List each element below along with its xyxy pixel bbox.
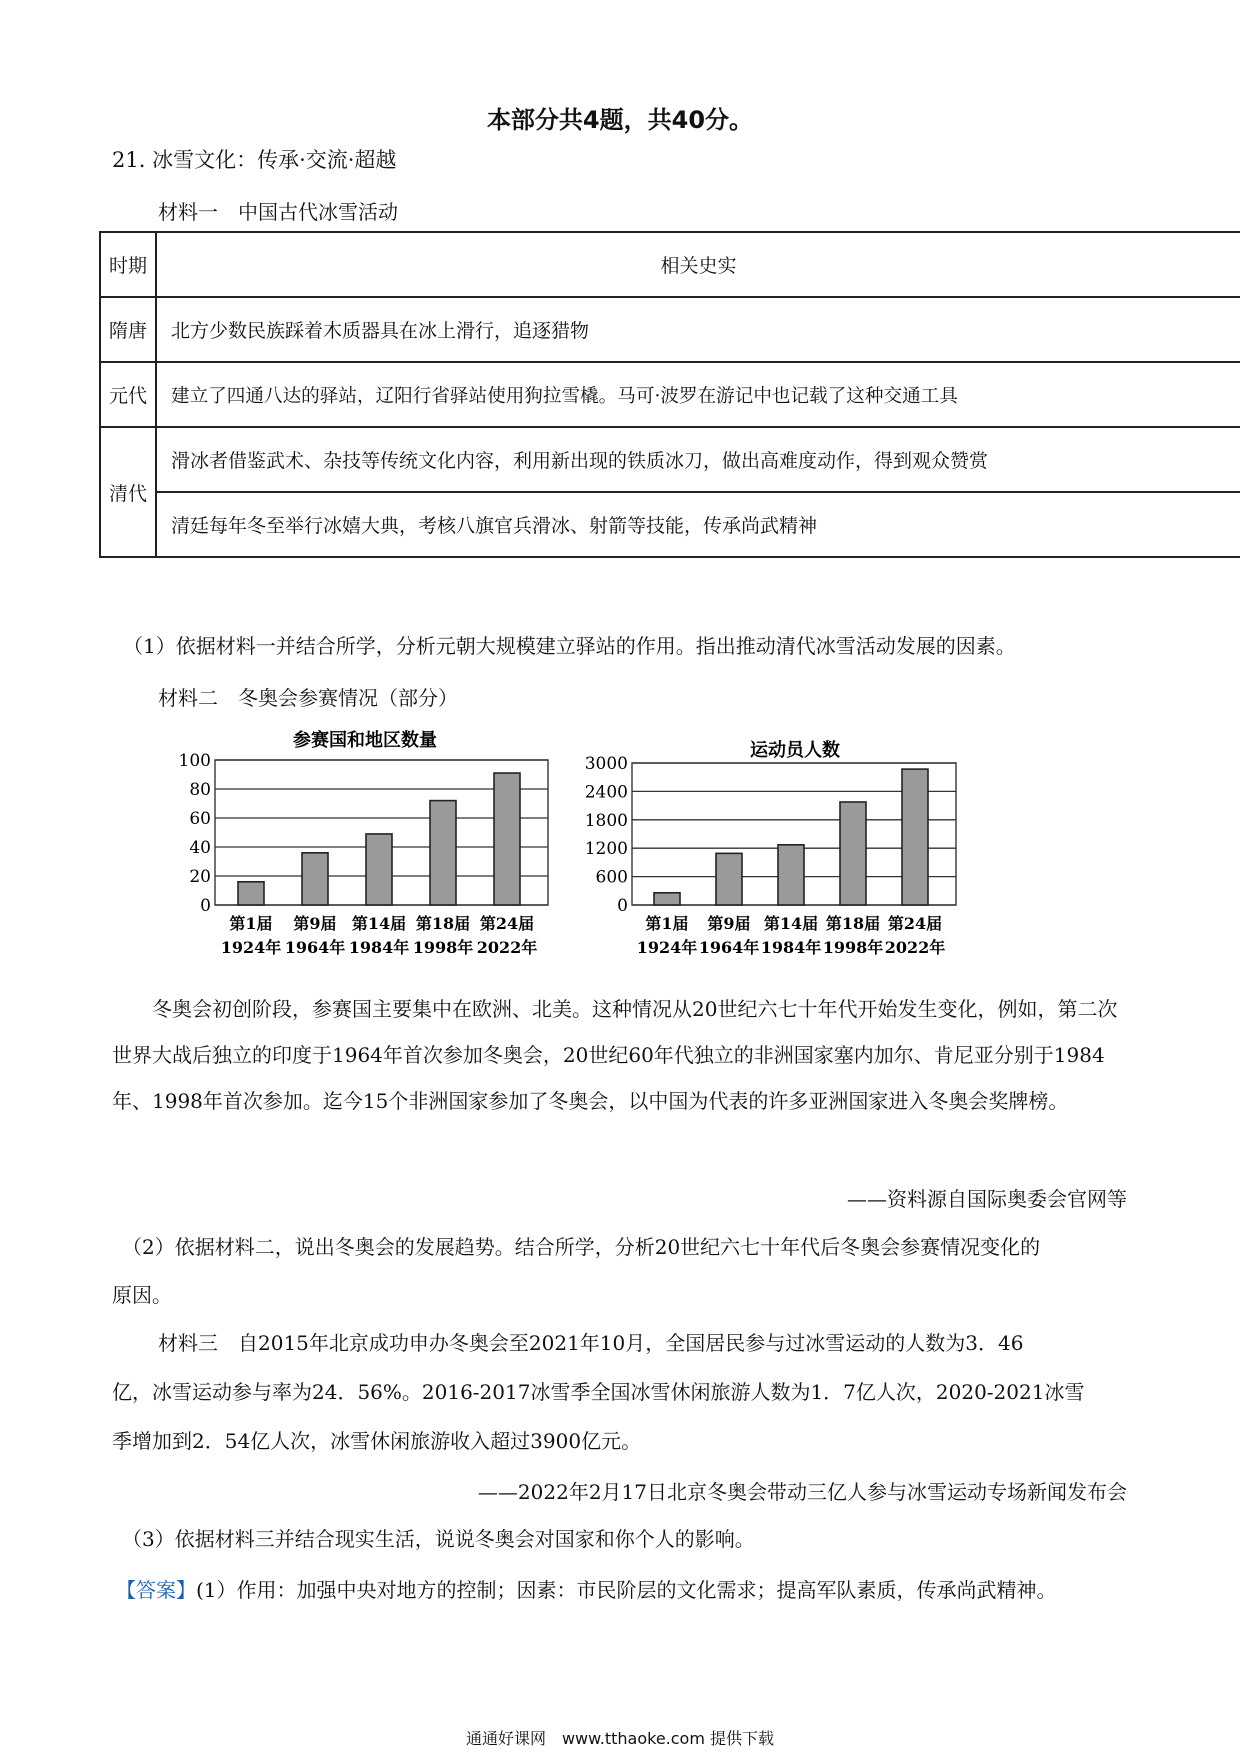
bar [430,801,456,905]
bar [654,893,680,905]
table-row [100,362,1240,427]
period-cell: 隋唐 [100,297,156,362]
section-heading: 本部分共4题，共40分。 [486,106,754,134]
x-tick-label: 第24届 [887,914,943,933]
y-tick-label: 1200 [584,839,628,860]
question-2-line1: （2）依据材料二，说出冬奥会的发展趋势。结合所学，分析20世纪六七十年代后冬奥会参赛情况变化的 [122,1235,1041,1259]
x-tick-label: 1924年 [636,938,698,957]
question-3: （3）依据材料三并结合现实生活，说说冬奥会对国家和你个人的影响。 [122,1527,755,1551]
answer [116,1574,1057,1603]
period-cell: 元代 [100,362,156,427]
y-tick-label: 600 [595,867,628,888]
chart-title: 参赛国和地区数量 [293,730,437,751]
x-tick-label: 第1届 [645,914,689,933]
x-tick-label: 第9届 [293,914,337,933]
y-tick-label: 1800 [584,810,628,831]
bar [778,845,804,905]
x-tick-label: 第1届 [229,914,273,933]
question-1: （1）依据材料一并结合所学，分析元朝大规模建立驿站的作用。指出推动清代冰雪活动发展的因素。 [123,634,1016,658]
y-tick-label: 100 [178,751,211,771]
x-tick-label: 1984年 [348,938,410,957]
chart-athletes-bars [654,769,928,905]
material3-line1: 材料三 自2015年北京成功申办冬奥会至2021年10月，全国居民参与过冰雪运动的人数为3．46 [158,1331,1024,1355]
bar [840,802,866,905]
x-tick-label: 2022年 [884,938,946,957]
x-tick-label: 1998年 [822,938,884,957]
fact-cell: 北方少数民族踩着木质器具在冰上滑行，追逐猎物 [156,297,1240,362]
material2-paragraph: 冬奥会初创阶段，参赛国主要集中在欧洲、北美。这种情况从20世纪六七十年代开始发生变化，例如，第二次世界大战后独立的印度于1964年首次参加冬奥会，20世纪60年代独立的非洲国家塞内加尔、肯尼亚分别于1984年、1998年首次参加。迄今15个非洲国家参加了冬奥会，以中国为代表的许多亚洲国家进入冬奥会奖牌榜。 [112,997,1118,1113]
x-tick-label: 第24届 [479,914,535,933]
page-footer: 通通好课网 www.tthaoke.com 提供下载 [465,1729,775,1748]
question-title: 21. 冰雪文化：传承·交流·超越 [112,148,397,172]
material2-label: 材料二 冬奥会参赛情况（部分） [158,686,458,710]
material3-source: ——2022年2月17日北京冬奥会带动三亿人参与冰雪运动专场新闻发布会 [477,1480,1127,1504]
answer-text: (1）作用：加强中央对地方的控制；因素：市民阶层的文化需求；提高军队素质，传承尚武精神。 [196,1578,1057,1602]
chart-countries-xlabels [221,914,538,957]
table-header-row [100,232,1240,297]
x-tick-label: 1998年 [412,938,474,957]
fact-cell: 滑冰者借鉴武术、杂技等传统文化内容，利用新出现的铁质冰刀，做出高难度动作，得到观众赞赏 [156,427,1240,492]
bar [238,882,264,905]
bar [716,853,742,905]
x-tick-label: 第14届 [351,914,407,933]
y-tick-label: 0 [617,896,628,916]
bar [302,853,328,905]
y-tick-label: 80 [189,780,211,800]
material2-source: ——资料源自国际奥委会官网等 [847,1187,1127,1211]
y-tick-label: 2400 [584,782,628,803]
table-row [100,297,1240,362]
y-tick-label: 20 [189,867,211,887]
x-tick-label: 1964年 [698,938,760,957]
table-row [100,492,1240,557]
chart-countries-bars [238,773,520,905]
chart-countries-yticks [179,751,211,916]
answer-tag: 【答案】 [116,1578,196,1602]
x-tick-label: 1984年 [760,938,822,957]
x-tick-label: 1964年 [284,938,346,957]
y-tick-label: 60 [189,809,211,829]
x-tick-label: 1924年 [220,938,282,957]
y-tick-label: 0 [200,896,211,916]
x-tick-label: 第9届 [707,914,751,933]
chart-athletes-yticks [585,754,628,916]
chart-athletes-xlabels [637,914,946,957]
material3-line3: 季增加到2．54亿人次，冰雪休闲旅游收入超过3900亿元。 [112,1429,642,1453]
fact-cell: 清廷每年冬至举行冰嬉大典，考核八旗官兵滑冰、射箭等技能，传承尚武精神 [156,492,1240,557]
y-tick-label: 40 [189,838,211,858]
header-period: 时期 [100,232,156,297]
period-cell: 清代 [100,427,156,557]
x-tick-label: 第18届 [415,914,471,933]
chart-athletes [580,735,965,970]
x-tick-label: 2022年 [476,938,538,957]
bar [902,769,928,905]
material1-label: 材料一 中国古代冰雪活动 [158,200,398,224]
chart-countries [170,725,560,970]
material3-line2: 亿，冰雪运动参与率为24．56%。2016-2017冰雪季全国冰雪休闲旅游人数为1．7亿人次，2020-2021冰雪 [112,1380,1085,1404]
history-table [99,231,1240,558]
header-facts: 相关史实 [156,232,1240,297]
y-tick-label: 3000 [584,754,628,774]
question-2-line2: 原因。 [112,1283,172,1307]
bar [366,834,392,905]
fact-cell: 建立了四通八达的驿站，辽阳行省驿站使用狗拉雪橇。马可·波罗在游记中也记载了这种交通工具 [156,362,1240,427]
chart-title: 运动员人数 [750,740,840,761]
x-tick-label: 第14届 [763,914,819,933]
table-row [100,427,1240,492]
x-tick-label: 第18届 [825,914,881,933]
bar [494,773,520,905]
